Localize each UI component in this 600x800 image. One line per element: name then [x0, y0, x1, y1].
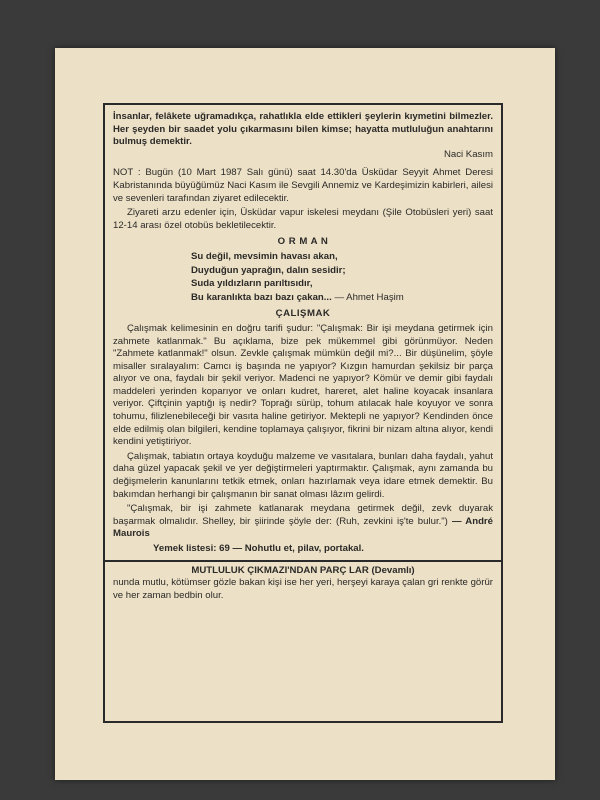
maurois-author: — André Maurois	[113, 515, 494, 540]
poem	[113, 251, 493, 304]
page	[55, 48, 555, 780]
menu-list: Yemek listesi: 69 — Nohutlu et, pilav, portakal.	[153, 543, 364, 554]
note-paragraph: NOT : Bugün (10 Mart 1987 Salı günü) saat 14.30'da Üsküdar Seyyit Ahmet Deresi Kabristanında büyüğümüz Naci Kasım ile Sevgili Annemiz ve Kardeşimizin kabirleri, ailesi ve sevenleri tarafından ziyaret edilecektir.	[113, 167, 493, 204]
mutluluk-section	[105, 560, 501, 603]
mutluluk-title: MUTLULUK ÇIKMAZI'NDAN PARÇ LAR (Devamlı)	[191, 564, 415, 576]
quote-author: Naci Kasım	[443, 148, 493, 160]
opening-quote: İnsanlar, felâkete uğramadıkça, rahatlıkla elde ettikleri şeylerin kıymetini bilmezler. Her şeyden bir saadet yolu çıkarmasını bilen kimse; hayatta mutluluğun anahtarını bulmuş demektir.	[113, 111, 493, 148]
calismak-paragraph-1: Çalışmak kelimesinin en doğru tarifi şudur: "Çalışmak: Bir işi meydana getirmek için zahmete katlanmak." Bu açıklama, bize pek mükemmel gibi görünmüyor. Neden "Zahmete katlanmak!" olsun. Zevkle çalışmak mümkün değil mi?... Bir düşünelim, şöyle misaller sıralayalım: Camcı iş başında ne yapıyor? Kızgın hamurdan şekilsiz bir parça alıyor ve ona, faydalı bir şekil veriyor. Madenci ne yapıyor? Kömür ve demir gibi faydalı maddeleri yerinden koparıyor ve onları kudret, hareret, alet haline koyacak insanlara veriyor. Çiftçinin yaptığı iş nedir? Toprağı sürüp, tohum atılacak hale koyuyor ve sonra tohumu, filizlenebileceği bir vasıta haline getiriyor. Mektepli ne yapıyor? Kendinden önce elde edilmiş olan bilgileri, kendine toplamaya çalışıyor, fikrini bir nizam altına alıyor, kendi kendini yetiştiriyor.	[113, 322, 493, 448]
maurois-quote	[113, 503, 493, 541]
maurois-quote-text: "Çalışmak, bir işi zahmete katlanarak meydana getirmek değil, zevk duyarak başarmak olmalıdır. Shelley, bir şiirinde şöyle der: (Ruh, zevkini iş'te bulur.")	[113, 503, 493, 527]
poem-line: Suda yıldızların parıltısıdır,	[191, 278, 313, 290]
section-title-calismak: ÇALIŞMAK	[275, 308, 331, 320]
bus-info-paragraph: Ziyareti arzu edenler için, Üsküdar vapur iskelesi meydanı (Şile Otobüsleri yeri) saat 12-14 arası özel otobüs bekletilecektir.	[113, 207, 493, 231]
bordered-text-box	[103, 103, 503, 723]
poem-line: Duyduğun yaprağın, dalın sesidir;	[191, 264, 346, 276]
poem-line	[191, 292, 493, 305]
poem-author: — Ahmet Haşim	[334, 291, 404, 303]
mutluluk-text: nunda mutlu, kötümser gözle bakan kişi ise her yeri, herşeyi karaya çalan gri renkte görür ve her zaman bedbin olur.	[113, 577, 493, 601]
poem-last-line: Bu karanlıkta bazı bazı çakan...	[191, 291, 332, 303]
poem-line: Su değil, mevsimin havası akan,	[191, 250, 338, 262]
poem-title: O R M A N	[277, 236, 329, 248]
calismak-paragraph-2: Çalışmak, tabiatın ortaya koyduğu malzeme ve vasıtalara, bunları daha faydalı, yahut daha güzel yapacak şekil ve yer değiştirmeleri yaptırmaktır. Çalışmak, aynı zamanda bu değişmelerin kanunlarını tetkik etmek, onları hazırlamak veya idare etmek demektir. Bu bakımdan herhangi bir çalışmanın bir sanat olması lâzım gelirdi.	[113, 450, 493, 500]
